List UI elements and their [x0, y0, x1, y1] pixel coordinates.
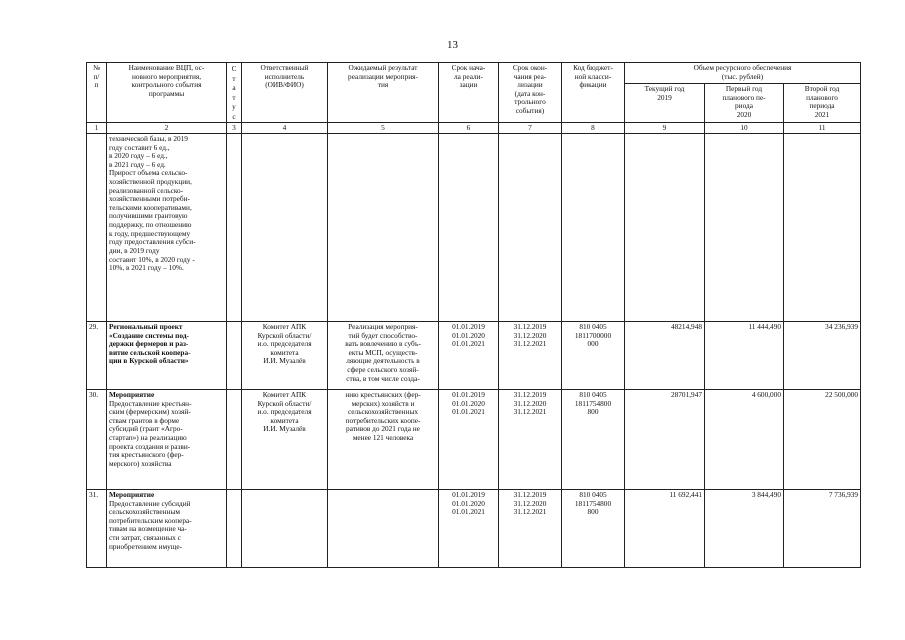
row-value-2019: 11 692,441: [625, 490, 705, 568]
row-budget-code: [562, 134, 625, 322]
program-table: [86, 62, 861, 568]
header-year-2021: Второй год планового периода 2021: [784, 84, 861, 123]
column-number-row: [87, 123, 861, 134]
row-executor: [242, 490, 328, 568]
row-description: Предоставление субсидий сельскохозяйственным потребительским коопера- тивам на возмещение ча- сти затрат, связанных с приобретением имуще-: [109, 498, 192, 551]
header-number: № п/ п: [87, 63, 107, 123]
row-result: Реализация мероприя- тий будет способство- вать вовлечению в субъ- екты МСП, осуществ- ляющие деятельность в сфере сельского хозяй- ства, в том числе созда-: [328, 322, 439, 390]
row-end: 31.12.2019 31.12.2020 31.12.2021: [499, 390, 562, 490]
row-result: [328, 134, 439, 322]
row-status: [227, 390, 242, 490]
row-number: 31.: [87, 490, 107, 568]
row-start: 01.01.2019 01.01.2020 01.01.2021: [439, 322, 499, 390]
row-budget-code: 810 0405 1811754800 800: [562, 490, 625, 568]
page-number: 13: [447, 39, 458, 51]
row-executor: [242, 134, 328, 322]
column-number: 10: [705, 123, 784, 134]
row-end: 31.12.2019 31.12.2020 31.12.2021: [499, 322, 562, 390]
row-number: [87, 134, 107, 322]
column-number: 6: [439, 123, 499, 134]
status-letter: С: [231, 64, 237, 73]
row-start: 01.01.2019 01.01.2020 01.01.2021: [439, 390, 499, 490]
header-start: Срок нача- ла реали- зации: [439, 63, 499, 123]
header-end: Срок окон- чания реа- лизации (дата кон- трольного события): [499, 63, 562, 123]
header-row: [87, 63, 861, 84]
row-start: 01.01.2019 01.01.2020 01.01.2021: [439, 490, 499, 568]
row-end: [499, 134, 562, 322]
header-status: [227, 63, 242, 123]
row-executor: Комитет АПК Курской области/ и.о. председателя комитета И.И. Музалёв: [242, 390, 328, 490]
row-title: Мероприятие: [109, 490, 155, 499]
row-name-cell: [107, 134, 227, 322]
column-number: 8: [562, 123, 625, 134]
header-executor: Ответственный исполнитель (ОИВ/ФИО): [242, 63, 328, 123]
status-letter: у: [232, 102, 236, 111]
row-end: 31.12.2019 31.12.2020 31.12.2021: [499, 490, 562, 568]
table-row: [87, 134, 861, 322]
header-year-2020: Первый год планового пе- риода 2020: [705, 84, 784, 123]
row-value-2020: 3 844,490: [705, 490, 784, 568]
row-number: 29.: [87, 322, 107, 390]
column-number: 1: [87, 123, 107, 134]
column-number: 5: [328, 123, 439, 134]
row-value-2020: 11 444,490: [705, 322, 784, 390]
status-letter: т: [232, 73, 236, 83]
column-number: 4: [242, 123, 328, 134]
row-value-2021: 34 236,939: [784, 322, 861, 390]
row-value-2021: [784, 134, 861, 322]
row-value-2021: 7 736,939: [784, 490, 861, 568]
column-number: 2: [107, 123, 227, 134]
row-value-2019: [625, 134, 705, 322]
row-value-2020: 4 600,000: [705, 390, 784, 490]
row-value-2021: 22 500,000: [784, 390, 861, 490]
row-status: [227, 322, 242, 390]
header-year-2019: Текущий год 2019: [625, 84, 705, 123]
row-name-cell: [107, 390, 227, 490]
header-budget-code: Код бюджет- ной класси- фикации: [562, 63, 625, 123]
row-status: [227, 134, 242, 322]
row-title: Мероприятие: [109, 390, 155, 399]
row-number: 30.: [87, 390, 107, 490]
row-value-2019: 28701,947: [625, 390, 705, 490]
row-title: Региональный проект «Создание системы под- держки фермеров и раз- витие сельской коопера- ции в Курской области»: [109, 322, 191, 366]
column-number: 7: [499, 123, 562, 134]
table-row: [87, 490, 861, 568]
row-executor: Комитет АПК Курской области/ и.о. председателя комитета И.И. Музалёв: [242, 322, 328, 390]
row-value-2019: 48214,948: [625, 322, 705, 390]
column-number: 11: [784, 123, 861, 134]
row-result: [328, 490, 439, 568]
row-budget-code: 810 0405 1811700000 000: [562, 322, 625, 390]
status-letter: а: [232, 83, 236, 92]
status-letter: с: [232, 111, 236, 121]
table-row: [87, 322, 861, 390]
status-letter: т: [232, 92, 236, 102]
row-start: [439, 134, 499, 322]
row-name-cell: [107, 322, 227, 390]
row-name-cell: [107, 490, 227, 568]
header-resources: Объем ресурсного обеспечения (тыс. рублей): [625, 63, 861, 84]
row-result: нию крестьянских (фер- мерских) хозяйств и сельскохозяйственных потребительских коопе- ративов до 2021 года не менее 121 человека: [328, 390, 439, 490]
table-row: [87, 390, 861, 490]
header-result: Ожидаемый результат реализации мероприя- тия: [328, 63, 439, 123]
column-number: 3: [227, 123, 242, 134]
column-number: 9: [625, 123, 705, 134]
row-description: технической базы, в 2019 году составит 6 ед., в 2020 году – 6 ед., в 2021 году – 6 ед. Прирост объема сельско- хозяйственной продукции, реализованной сельско- хозяйственными потреби- тельскими кооперативами, получившими грантовую поддержку, по отношению к году, предшествующему году предоставления субси- дии, в 2019 году составит 10%, в 2020 году - 10%, в 2021 году – 10%.: [109, 134, 196, 273]
header-name: Наименование ВЦП, ос- новного мероприятия, контрольного события программы: [107, 63, 227, 123]
row-value-2020: [705, 134, 784, 322]
row-budget-code: 810 0405 1811754800 800: [562, 390, 625, 490]
row-description: Предоставление крестьян- ским (фермерским) хозяй- ствам грантов в форме субсидий (грант «Агро- стартап») на реализацию проекта создания и разви- тия крестьянского (фер- мерского) хозяйства: [109, 398, 192, 468]
row-status: [227, 490, 242, 568]
